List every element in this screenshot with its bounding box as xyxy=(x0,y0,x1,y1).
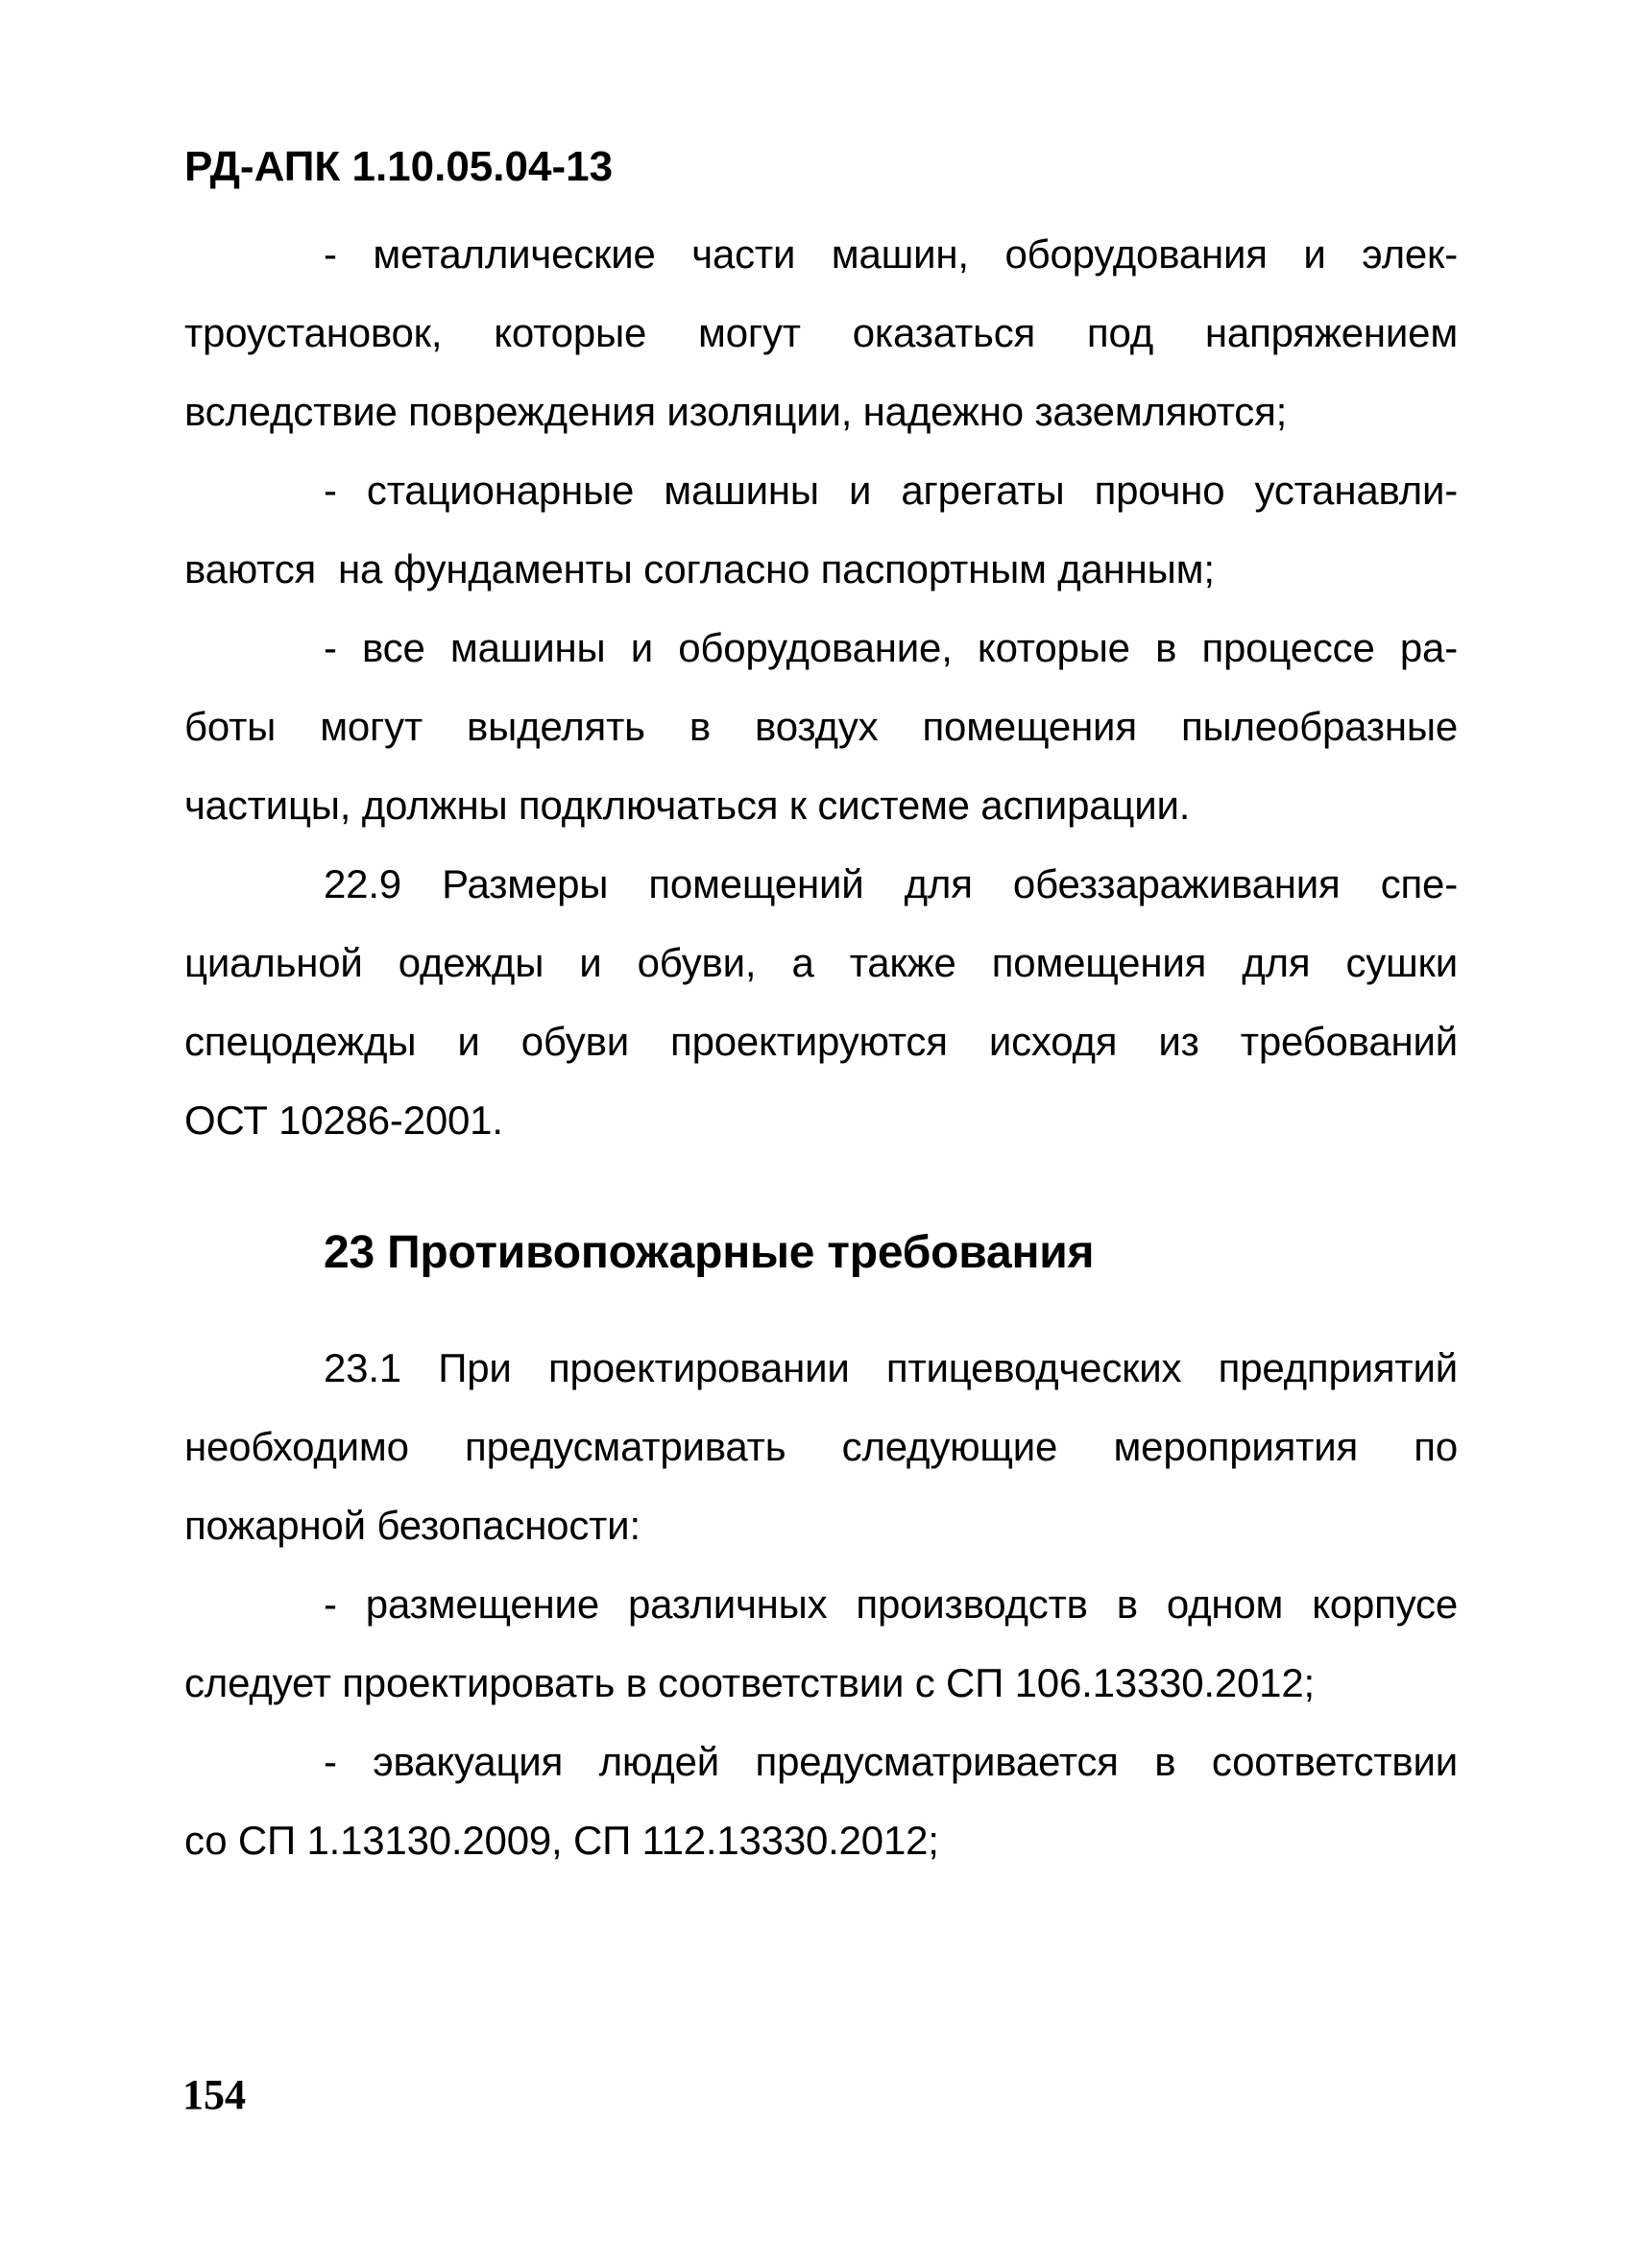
text-line: - эвакуация людей предусматривается в соответствии xyxy=(324,1739,1458,1784)
document-code-header: РД-АПК 1.10.05.04-13 xyxy=(184,143,614,190)
text-line: 22.9 Размеры помещений для обеззараживания спе- xyxy=(324,861,1458,906)
page-number: 154 xyxy=(182,2071,246,2118)
text-line: троустановок, которые могут оказаться под напряжением xyxy=(184,310,1458,355)
text-line: - размещение различных производств в одном корпусе xyxy=(324,1581,1458,1627)
text-line: со СП 1.13130.2009, СП 112.13330.2012; xyxy=(184,1818,939,1863)
paragraph xyxy=(184,215,1458,451)
text-line: спецодежды и обуви проектируются исходя из требований xyxy=(184,1019,1458,1064)
section-heading: 23 Противопожарные требования xyxy=(324,1227,1095,1278)
paragraph xyxy=(184,845,1458,1160)
paragraph xyxy=(184,1723,1458,1880)
paragraph xyxy=(184,1565,1458,1723)
document-body xyxy=(184,215,1458,1880)
text-line: боты могут выделять в воздух помещения пылеобразные xyxy=(184,704,1458,749)
paragraph xyxy=(184,1329,1458,1565)
text-line: - все машины и оборудование, которые в процессе ра- xyxy=(324,625,1458,670)
text-line: частицы, должны подключаться к системе аспирации. xyxy=(184,783,1191,828)
text-line: циальной одежды и обуви, а также помещения для сушки xyxy=(184,940,1458,985)
paragraph xyxy=(184,609,1458,845)
text-line: следует проектировать в соответствии с СП 106.13330.2012; xyxy=(184,1660,1315,1705)
text-line: вследствие повреждения изоляции, надежно заземляются; xyxy=(184,389,1288,434)
paragraph xyxy=(184,451,1458,609)
text-line: пожарной безопасности: xyxy=(184,1503,641,1548)
text-line: ОСТ 10286-2001. xyxy=(184,1098,503,1143)
text-line: - металлические части машин, оборудования и элек- xyxy=(324,231,1458,277)
text-line: ваются на фундаменты согласно паспортным данным; xyxy=(184,546,1215,591)
text-line: 23.1 При проектировании птицеводческих предприятий xyxy=(324,1345,1458,1390)
text-line: - стационарные машины и агрегаты прочно устанавли- xyxy=(324,468,1458,513)
text-line: необходимо предусматривать следующие мероприятия по xyxy=(184,1424,1458,1469)
